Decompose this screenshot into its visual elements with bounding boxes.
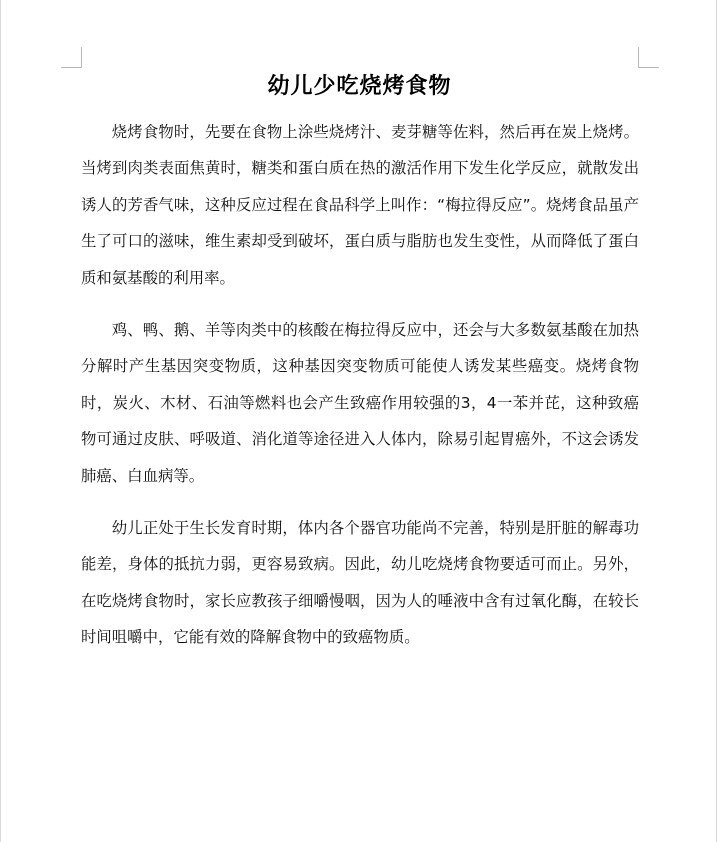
document-body [81, 114, 639, 672]
crop-mark-top-left [61, 47, 82, 68]
paragraph-1: 烧烤食物时，先要在食物上涂些烧烤汁、麦芽糖等佐料，然后再在炭上烧烤。当烤到肉类表面焦黄时，糖类和蛋白质在热的激活作用下发生化学反应，就散发出诱人的芳香气味，这种反应过程在食品科学上叫作：“梅拉得反应”。烧烤食品虽产生了可口的滋味，维生素却受到破坏，蛋白质与脂肪也发生变性，从而降低了蛋白质和氨基酸的利用率。 [81, 123, 639, 287]
document-title: 幼儿少吃烧烤食物 [267, 73, 452, 99]
crop-mark-top-right [638, 47, 659, 68]
paragraph-3: 幼儿正处于生长发育时期，体内各个器官功能尚不完善，特别是肝脏的解毒功能差，身体的抵抗力弱，更容易致病。因此，幼儿吃烧烤食物要适可而止。另外，在吃烧烤食物时，家长应教孩子细嚼慢咽，因为人的唾液中含有过氧化酶，在较长时间咀嚼中，它能有效的降解食物中的致癌物质。 [81, 519, 639, 647]
paragraph-2: 鸡、鸭、鹅、羊等肉类中的核酸在梅拉得反应中，还会与大多数氨基酸在加热分解时产生基因突变物质，这种基因突变物质可能使人诱发某些癌变。烧烤食物时，炭火、木材、石油等燃料也会产生致癌作用较强的3，4一苯并芘，这种致癌物可通过皮肤、呼吸道、消化道等途径进入人体内，除易引起胃癌外，不这会诱发肺癌、白血病等。 [81, 321, 639, 485]
